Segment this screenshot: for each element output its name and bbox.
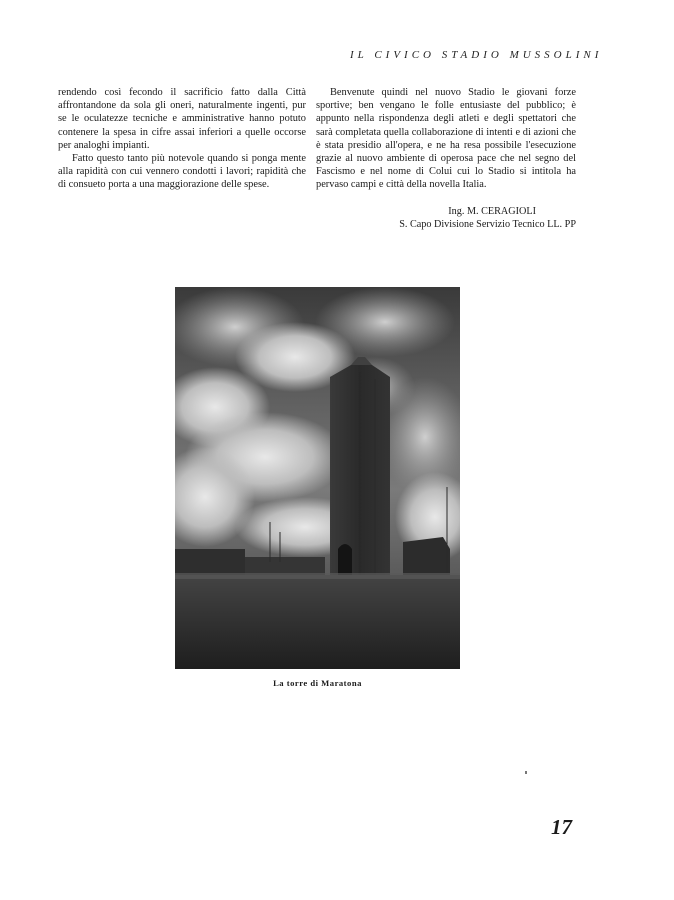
right-column (316, 86, 576, 192)
signature-name: Ing. M. CERAGIOLI (448, 206, 536, 217)
left-column (58, 86, 306, 192)
signature-role: S. Capo Divisione Servizio Tecnico LL. PP (399, 219, 576, 230)
tower-photo-illustration (175, 287, 460, 669)
left-paragraph-2: Fatto questo tanto più notevole quando si ponga mente alla rapidità con cui vennero condotti i lavori; rapidità che di consueto porta a una maggiorazione delle spese. (58, 153, 306, 191)
left-paragraph-1: rendendo così fecondo il sacrificio fatto dalla Città affrontandone da sola gli oneri, naturalmente ingenti, pur se le oculatezze tecniche e amministrative hanno potuto contenere la spesa in cifre assai inferiori a quelle occorse per analoghi impianti. (58, 87, 306, 151)
photo-caption: La torre di Maratona (273, 678, 362, 688)
print-speck (525, 771, 527, 774)
tower-photograph (175, 287, 460, 669)
signature-block (300, 205, 576, 231)
running-title: IL CIVICO STADIO MUSSOLINI (350, 49, 603, 61)
right-paragraph-1: Benvenute quindi nel nuovo Stadio le giovani forze sportive; ben vengano le folle entusiaste del pubblico; è appunto nella rispondenza degli atleti e degli spettatori che sarà completata quella collaborazione di intenti e di azioni che è stata presidio all'opera, e ne ha resa possibile l'esecuzione grazie al nuovo ambiente di operosa pace che nel segno del Fascismo e nel nome di Colui cui lo Stadio si intitola ha pervaso campi e città della novella Italia. (316, 87, 576, 191)
page-number: 17 (551, 815, 572, 839)
